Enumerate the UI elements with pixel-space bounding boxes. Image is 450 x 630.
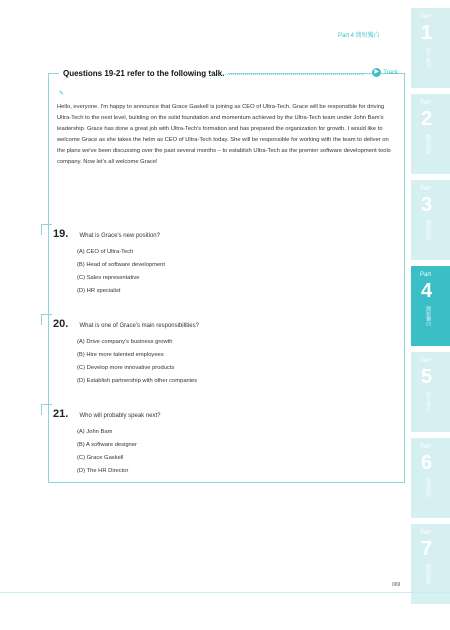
question-21 bbox=[53, 404, 161, 474]
tab-part-title: 簡短獨白 bbox=[425, 306, 431, 326]
question-text: What is Grace's new position? bbox=[79, 233, 160, 239]
tab-part-2[interactable] bbox=[411, 94, 450, 174]
option-a[interactable]: (A) Drive company's business growth bbox=[77, 339, 173, 345]
tab-part-number: 3 bbox=[421, 194, 433, 216]
tab-part-number: 4 bbox=[421, 280, 433, 302]
tab-part-label: Part bbox=[420, 358, 432, 364]
tab-part-number: 6 bbox=[421, 452, 433, 474]
tab-part-label: Part bbox=[420, 530, 432, 536]
footer-decoration bbox=[0, 592, 450, 599]
title-divider bbox=[209, 74, 364, 75]
tab-part-1[interactable] bbox=[411, 8, 450, 88]
question-text: What is one of Grace's main responsibilities? bbox=[79, 323, 199, 329]
option-d[interactable]: (D) HR specialist bbox=[77, 288, 121, 294]
option-b[interactable]: (B) Head of software development bbox=[77, 262, 165, 268]
tab-part-6[interactable] bbox=[411, 438, 450, 518]
tab-part-number: 2 bbox=[421, 108, 433, 130]
option-a[interactable]: (A) CEO of Ultra-Tech bbox=[77, 249, 134, 255]
question-card bbox=[48, 69, 405, 483]
tab-part-3[interactable] bbox=[411, 180, 450, 260]
tab-part-number: 5 bbox=[421, 366, 433, 388]
play-icon: ▶ bbox=[372, 68, 381, 77]
question-19 bbox=[53, 224, 165, 294]
option-c[interactable]: (C) Sales representative bbox=[77, 275, 140, 281]
question-bracket bbox=[41, 224, 52, 235]
option-d[interactable]: (D) The HR Director bbox=[77, 468, 129, 474]
question-number: 21. bbox=[53, 408, 69, 420]
tab-part-title: 閱讀測驗 bbox=[425, 564, 431, 584]
audio-label: Track bbox=[383, 69, 398, 76]
tab-part-number: 7 bbox=[421, 538, 433, 560]
card-title: Questions 19-21 refer to the following talk. bbox=[59, 69, 228, 78]
talk-passage: Hello, everyone. I'm happy to announce that Grace Gaskell is joining as CEO of Ultra-Tech. Grace will be responsible for driving Ultra-Tech to the next level, building on the solid foundation and momentum achieved by the Ultra-Tech team under John Bam's leadership. Grace has done a great job with Ultra-Tech's formation and has prepared the organization for growth. I would like to welcome Grace as she takes the helm as CEO of Ultra-Tech today. She will be responsible for working with the team to deliver on the plans we've been discussing over the past several months – to establish Ultra-Tech as the premier software development tools company. Now let's all welcome Grace! bbox=[57, 104, 391, 165]
option-b[interactable]: (B) Hire more talented employees bbox=[77, 352, 164, 358]
option-d[interactable]: (D) Establish partnership with other companies bbox=[77, 378, 198, 384]
option-c[interactable]: (C) Grace Gaskell bbox=[77, 455, 124, 461]
tab-part-title: 段落填空 bbox=[425, 478, 431, 498]
tab-part-title: 簡短對話 bbox=[425, 220, 431, 240]
note-icon: ✎ bbox=[59, 91, 65, 97]
question-text: Who will probably speak next? bbox=[79, 413, 161, 419]
section-label: Part 4 簡短獨白 bbox=[338, 33, 380, 39]
audio-button[interactable] bbox=[372, 68, 398, 77]
option-a[interactable]: (A) John Bam bbox=[77, 429, 113, 435]
question-number: 20. bbox=[53, 318, 69, 330]
question-number: 19. bbox=[53, 228, 69, 240]
tab-part-5[interactable] bbox=[411, 352, 450, 432]
tab-part-4[interactable] bbox=[411, 266, 450, 346]
tab-part-title: 應答問題 bbox=[425, 134, 431, 154]
tab-part-label: Part bbox=[420, 444, 432, 450]
tab-part-title: 單句填空 bbox=[425, 392, 431, 412]
part-tabs bbox=[411, 8, 450, 604]
tab-part-label: Part bbox=[420, 100, 432, 106]
question-bracket bbox=[41, 314, 52, 325]
tab-part-label: Part bbox=[420, 14, 432, 20]
tab-part-title: 照片描述 bbox=[425, 48, 431, 68]
tab-part-label: Part bbox=[420, 186, 432, 192]
option-b[interactable]: (B) A software designer bbox=[77, 442, 137, 448]
question-20 bbox=[53, 314, 199, 384]
page-number: 069 bbox=[392, 582, 401, 588]
option-c[interactable]: (C) Develop more innovative products bbox=[77, 365, 175, 371]
question-bracket bbox=[41, 404, 52, 415]
tab-part-label: Part bbox=[420, 272, 432, 278]
tab-part-number: 1 bbox=[421, 22, 433, 44]
